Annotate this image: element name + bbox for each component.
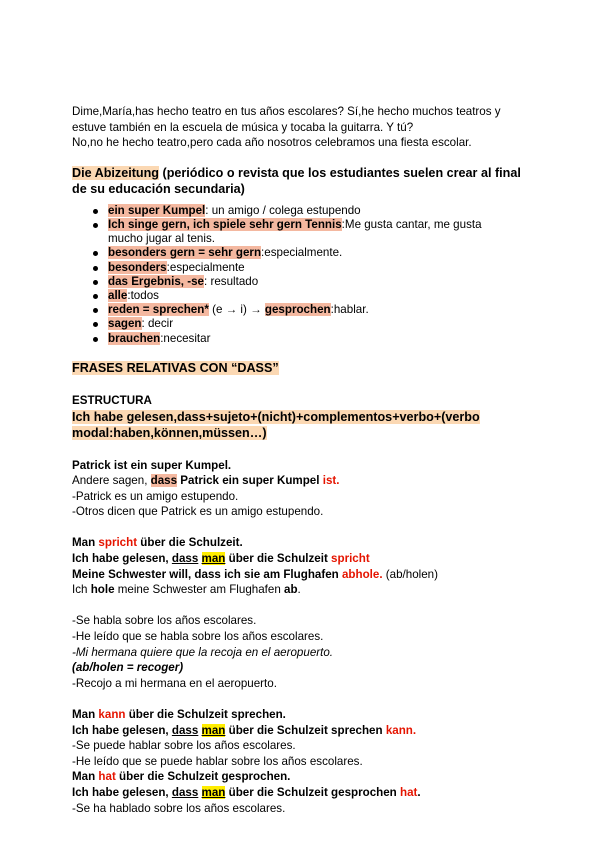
translation-line: -Patrick es un amigo estupendo. <box>72 489 239 503</box>
translation-line: -Mi hermana quiere que la recoja en el aeropuerto. <box>72 645 334 659</box>
translation-line: -He leído que se habla sobre los años escolares. <box>72 630 324 644</box>
intro-paragraph <box>72 104 542 151</box>
estructura-block <box>72 393 542 442</box>
list-item: das Ergebnis, -se: resultado <box>108 275 542 289</box>
list-item: alle:todos <box>108 289 542 303</box>
example-sentence: Andere sagen, dass Patrick ein super Kumpel ist. <box>72 474 340 488</box>
translation-line: -He leído que se puede hablar sobre los años escolares. <box>72 754 363 768</box>
translation-line: -Otros dicen que Patrick es un amigo estupendo. <box>72 505 324 519</box>
example-block-1 <box>72 458 542 520</box>
intro-line: No,no he hecho teatro,pero cada año nosotros celebramos una fiesta escolar. <box>72 136 472 150</box>
list-item: besonders:especialmente <box>108 261 542 275</box>
translation-line: -Recojo a mi hermana en el aeropuerto. <box>72 676 277 690</box>
example-sentence: Ich habe gelesen, dass man über die Schulzeit gesprochen hat. <box>72 785 421 799</box>
estructura-formula: modal:haben,können,müssen…) <box>72 426 267 441</box>
example-sentence: Man kann über die Schulzeit sprechen. <box>72 708 286 721</box>
translation-line: -Se ha hablado sobre los años escolares. <box>72 801 286 815</box>
list-item: sagen: decir <box>108 317 542 331</box>
estructura-formula: Ich habe gelesen,dass+sujeto+(nicht)+complementos+verbo+(verbo <box>72 409 480 424</box>
example-sentence: Ich hole meine Schwester am Flughafen ab. <box>72 583 301 597</box>
section-title: FRASES RELATIVAS CON “DASS” <box>72 360 279 375</box>
example-sentence: Patrick ist ein super Kumpel. <box>72 458 232 472</box>
abizeitung-desc: de su educación secundaria) <box>72 182 245 197</box>
intro-line: estuve también en la escuela de música y tocaba la guitarra. Y tú? <box>72 120 414 134</box>
list-item: Ich singe gern, ich spiele sehr gern Tennis:Me gusta cantar, me gusta mucho jugar al tenis. <box>108 218 542 246</box>
translation-line: -Se habla sobre los años escolares. <box>72 614 257 628</box>
example-sentence: Ich habe gelesen, dass man über die Schulzeit sprechen kann. <box>72 723 417 737</box>
example-sentence: Ich habe gelesen, dass man über die Schulzeit spricht <box>72 552 370 566</box>
example-sentence: Meine Schwester will, dass ich sie am Flughafen abhole. (ab/holen) <box>72 567 438 581</box>
note-line: (ab/holen = recoger) <box>72 661 184 675</box>
list-item: reden = sprechen* (e → i) → gesprochen:hablar. <box>108 303 542 317</box>
document-body <box>72 104 542 816</box>
vocab-list <box>72 204 542 346</box>
intro-line: Dime,María,has hecho teatro en tus años escolares? Sí,he hecho muchos teatros y <box>72 105 501 118</box>
example-block-3 <box>72 707 542 816</box>
estructura-label: ESTRUCTURA <box>72 394 152 408</box>
list-item: ein super Kumpel: un amigo / colega estupendo <box>108 204 542 218</box>
example-sentence: Man spricht über die Schulzeit. <box>72 536 243 550</box>
list-item: besonders gern = sehr gern:especialmente. <box>108 246 542 260</box>
example-sentence: Man hat über die Schulzeit gesprochen. <box>72 770 291 784</box>
translation-line: -Se puede hablar sobre los años escolares. <box>72 739 296 753</box>
abizeitung-desc: (periódico o revista que los estudiantes suelen crear al final <box>159 165 521 180</box>
abizeitung-title: Die Abizeitung <box>72 165 159 180</box>
abizeitung-heading <box>72 165 542 198</box>
list-item: brauchen:necesitar <box>108 332 542 346</box>
example-block-2 <box>72 535 542 691</box>
